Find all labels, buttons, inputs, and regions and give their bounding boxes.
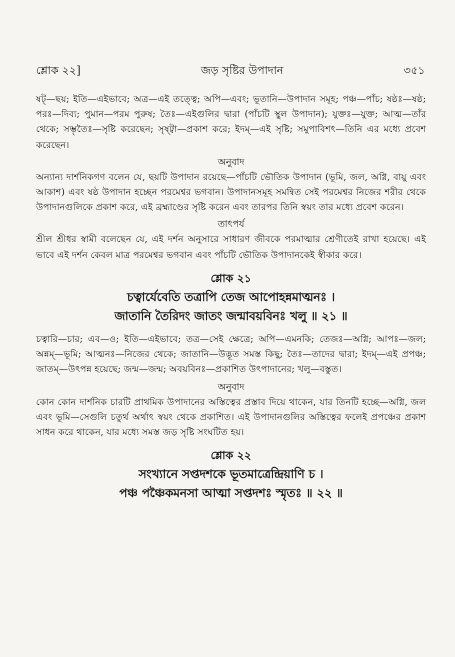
verse-22-line-1: সংখ্যানে সপ্তদশকে ভূতমাত্রেন্দ্রিয়াণি চ । [138, 467, 324, 482]
translation-heading-2: অনুবাদ [217, 381, 245, 393]
verse-22-title: শ্লোক ২২ [210, 449, 252, 463]
chapter-title: জড় সৃষ্টির উপাদান [200, 64, 284, 77]
verse-22-line-2: পঞ্চ পঞ্চৈকমনসা আত্মা সপ্তদশঃ স্মৃতঃ ॥ ২২ ॥ [119, 486, 343, 501]
verse-21-line-2: জাতানি তৈরিদং জাতং জন্মাবয়বিনঃ খলু ॥ ২১ ॥ [114, 309, 348, 324]
translation-verse-20: অন্যান্য দার্শনিকগণ বলেন যে, ছয়টি উপাদান রয়েছে—পাঁচটি ভৌতিক উপাদান (ভূমি, জল, অগ্নি, বায়ু এবং আকাশ) এবং ষষ্ঠ উপাদান হচ্ছেন পরমেশ্বর ভগবান। উপাদানসমূহ সমন্বিত সেই পরমেশ্বর নিজের শরীর থেকে উপাদানগুলিকে প্রকাশ করে, এই ব্রহ্মাণ্ডের সৃষ্টি করেন এবং তারপর তিনি স্বয়ং তার মধ্যে প্রবেশ করেন। [36, 171, 426, 214]
verse-reference: শ্লোক ২২] [36, 64, 81, 77]
translation-heading: অনুবাদ [217, 156, 245, 168]
purport-text: শ্রীল শ্রীধর স্বামী বলেছেন যে, এই দর্শন অনুসারে সাধারণ জীবকে পরমাত্মার শ্রেণীতেই রাখা হয়েছে। এই ভাবে এই দর্শন কেবল মাত্র পরমেশ্বর ভগবান এবং পাঁচটি ভৌতিক উপাদানকেই স্বীকার করে। [36, 234, 426, 261]
synonyms-verse-20: ষট্—ছয়; ইতি—এইভাবে; অত্র—এই তত্ত্বে; অপি—এবং; ভূতানি—উপাদান সমূহ; পঞ্চ—পাঁচ; ষষ্ঠঃ—ষষ্ঠ; পরঃ—দিব্য; পুমান—পরম পুরুষ; তৈঃ—এইগুলির দ্বারা (পাঁচটি স্থুল উপাদান); যুক্তঃ—যুক্ত; আত্ম—তাঁর থেকে; সম্ভৃতৈঃ—সৃষ্টি করেছেন; সৃষ্ট্বা—প্রকাশ করে; ইদম্—এই সৃষ্টি; সমুপাবিশৎ—তিনি এর মধ্যে প্রবেশ করেছেন। [36, 94, 426, 151]
translation-verse-21: কোন কোন দার্শনিক চারটি প্রাথমিক উপাদানের অস্তিত্বের প্রস্তাব দিয়ে থাকেন, যার তিনটি হচ্ছে—অগ্নি, জল এবং ভূমি—সেগুলি চতুর্থ অর্থাৎ স্বয়ং থেকে প্রকাশিত। এই উপাদানগুলির অস্তিত্বের ফলেই প্রপঞ্চের প্রকাশ সাধন করে থাকেন, যার মধ্যে সমস্ত জড় সৃষ্টি সংঘটিত হয়। [36, 396, 426, 439]
verse-21-title: শ্লোক ২১ [210, 271, 252, 285]
page-number: ৩৫১ [403, 64, 425, 77]
synonyms-verse-21: চত্বারি—চার; এব—ও; ইতি—এইভাবে; তত্র—সেই ক্ষেত্রে; অপি—এমনকি; তেজঃ—অগ্নি; আপঃ—জল; অন্নম্—ভূমি; আত্মনঃ—নিজের থেকে; জাতানি—উদ্ভূত সমস্ত কিছু; তৈঃ—তাদের দ্বারা; ইদম্—এই প্রপঞ্চ; জাতম্—উৎপন্ন হয়েছে; জন্ম—জন্ম; অবয়বিনঃ—প্রকাশিত উৎপাদানের; খলু—বস্তুত। [36, 334, 426, 376]
purport-heading: তাৎপর্য [217, 219, 245, 231]
running-head [36, 62, 425, 81]
page-body [36, 92, 426, 503]
verse-21-line-1: চত্বার্যেবেতি তত্রাপি তেজ আপোহন্নমাত্মনঃ । [127, 290, 335, 305]
